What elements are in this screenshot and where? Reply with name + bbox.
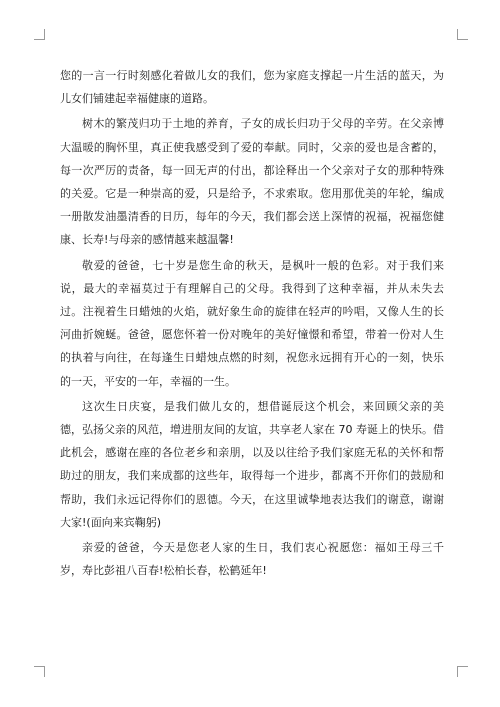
document-body: [60, 64, 444, 582]
crop-mark-top-right: [457, 29, 468, 40]
crop-mark-bottom-left: [34, 666, 45, 677]
paragraph: 树木的繁茂归功于土地的养育，子女的成长归功于父母的辛劳。在父亲博大温暖的胸怀里，真正使我感受到了爱的奉献。同时，父亲的爱也是含蓄的，每一次严厉的责备，每一回无声的付出，都诠释出一个父亲对子女的那种特殊的关爱。它是一种崇高的爱，只是给予，不求索取。您用那优美的年轮，编成一册散发油墨清香的日历，每年的今天，我们都会送上深情的祝福，祝福您健康、长寿!与母亲的感情越来越温馨!: [60, 117, 444, 247]
crop-mark-bottom-right: [457, 666, 468, 677]
paragraph: 敬爱的爸爸，七十岁是您生命的秋天，是枫叶一般的色彩。对于我们来说，最大的幸福莫过于有理解自己的父母。我得到了这种幸福，并从未失去过。注视着生日蜡烛的火焰，就好象生命的旋律在轻声的吟唱，又像人生的长河曲折婉蜒。爸爸，愿您怀着一份对晚年的美好憧憬和希望，带着一份对人生的执着与向往，在每逢生日蜡烛点燃的时刻，祝您永远拥有开心的一刻，快乐的一天，平安的一年，幸福的一生。: [60, 258, 444, 388]
paragraph: 这次生日庆宴，是我们做儿女的，想借诞辰这个机会，来回顾父亲的美德，弘扬父亲的风范，增进朋友间的友谊，共享老人家在 70 寿诞上的快乐。借此机会，感谢在座的各位老乡和亲朋，以及以往给予我们家庭无私的关怀和帮助过的朋友，我们来成都的这些年，取得每一个进步，都离不开你们的鼓励和帮助，我们永远记得你们的恩德。今天，在这里诚挚地表达我们的谢意，谢谢大家!(面向来宾鞠躬): [60, 399, 444, 529]
paragraph: 您的一言一行时刻感化着做儿女的我们，您为家庭支撑起一片生活的蓝天，为儿女们铺建起幸福健康的道路。: [60, 69, 444, 106]
crop-mark-top-left: [34, 29, 45, 40]
paragraph: 亲爱的爸爸，今天是您老人家的生日，我们衷心祝愿您：福如王母三千岁，寿比彭祖八百春!松柏长春，松鹤延年!: [60, 541, 444, 578]
